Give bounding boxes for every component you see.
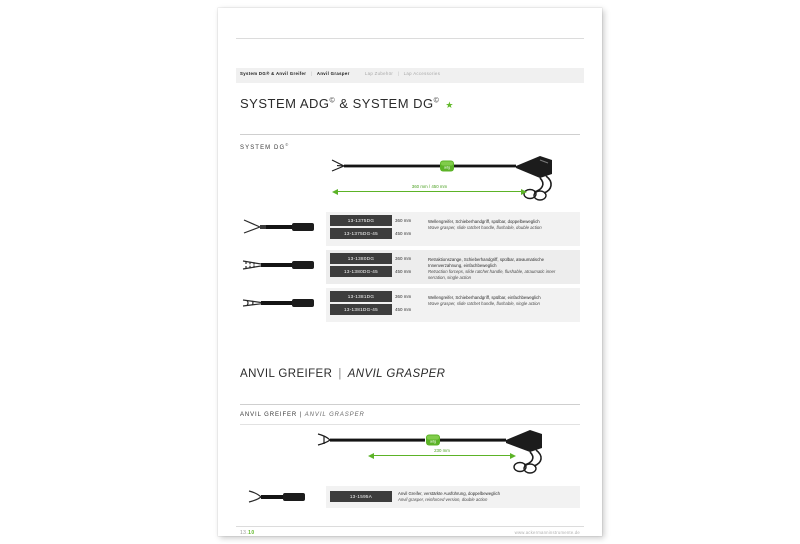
section-label-text: SYSTEM DG [240,145,286,151]
footer-url[interactable]: www.ackermanninstrumente.de [514,530,580,535]
heading-en: ANVIL GRASPER [347,368,446,380]
measure-line [338,191,521,192]
breadcrumb-item-3[interactable]: Lap Accessories [403,71,441,76]
product-length: 360 mm [395,218,412,223]
breadcrumb-separator-2: | [397,71,400,76]
product-length: 450 mm [395,269,412,274]
product-code[interactable]: 13-1380DG [330,253,392,264]
catalog-page [218,8,602,536]
product-code[interactable]: 13-1375DG-45 [330,228,392,239]
length-list [395,253,423,279]
page-title [240,96,454,111]
product-length: 450 mm [395,231,412,236]
product-description [428,257,574,281]
breadcrumb [240,71,440,76]
anvil-jaw-tip [318,434,330,445]
measure-arrow-right-icon [510,453,516,459]
heading-de: ANVIL GREIFER [240,368,333,380]
product-code[interactable]: 13-1375DG [330,215,392,226]
product-code[interactable]: 13-1381DG [330,291,392,302]
table-row[interactable] [240,212,580,246]
product-description [398,491,574,503]
code-list [330,291,392,317]
section-label [240,142,289,151]
description-de: Wellengreifer, Schieberhandgriff, spülbar, doppelbeweglich [428,219,540,224]
product-description [428,219,574,231]
breadcrumb-item-2[interactable]: Lap Zubehör [364,71,394,76]
green-knob [426,435,440,446]
measure-label: 230 mm [422,448,462,453]
product-code[interactable]: 13-1380DG-45 [330,266,392,277]
measure-arrow-right-icon [521,189,527,195]
subsection-label-de: ANVIL GREIFER [240,412,298,418]
title-divider [240,134,580,135]
product-thumbnail [240,214,320,244]
product-description [428,295,574,307]
green-knob [440,161,454,172]
measure-line [374,455,510,456]
svg-text:adg: adg [444,165,450,170]
section-heading-anvil [240,368,445,380]
breadcrumb-item-0[interactable]: System DG® & Anvil Greifer [240,71,307,76]
product-code[interactable]: 13-1595A [330,491,392,502]
product-thumbnail [240,290,320,320]
anvil-measure [368,450,516,462]
product-length: 450 mm [395,307,412,312]
jaw-tip [332,160,344,171]
description-en: Wave grasper, slide ratchet handle, flushable, double action [428,225,542,230]
length-list [395,291,423,317]
star-icon: ★ [445,100,454,110]
table-row[interactable] [240,250,580,284]
footer-divider [236,526,584,527]
description-de: Anvil Greifer, verstärkte Ausführung, doppelbeweglich [398,491,500,496]
table-row[interactable] [240,288,580,322]
description-en: Wave grasper, slide ratchet handle, flushable, single action [428,301,540,306]
subsection-label-en: ANVIL GRASPER [304,412,365,418]
section-divider [240,404,580,405]
code-list [330,253,392,279]
product-thumbnail [240,252,320,282]
page-title-main: SYSTEM ADG [240,96,330,111]
length-list [395,215,423,241]
page-title-sup1: © [329,97,336,105]
product-thumbnail [246,486,324,508]
description-de: Wellengreifer, Schieberhandgriff, spülbar, einfachbeweglich [428,295,541,300]
breadcrumb-separator-1 [351,71,363,76]
page-number-prefix: 13. [240,530,249,536]
breadcrumb-item-1[interactable]: Anvil Grasper [316,71,350,76]
page-number [240,530,255,536]
description-de: Retraktionszange, Schieberhandgriff, spülbar, ateaumatische Innenverzahnung, einfachbeweglich [428,257,545,268]
product-length: 360 mm [395,256,412,261]
heading-separator: | [338,368,342,380]
hero-measure [332,186,527,198]
product-code[interactable]: 13-1381DG-45 [330,304,392,315]
table-row[interactable] [240,486,580,508]
page-number-highlight: 10 [248,530,255,536]
subsection-divider [240,424,580,425]
measure-label: 360 mm / 450 mm [410,184,450,189]
top-divider [236,38,584,39]
variant-table [240,212,580,326]
breadcrumb-separator-0: | [310,71,313,76]
description-en: Anvil grasper, reinforced version, double action [398,497,488,502]
section-label-sup: © [285,142,290,147]
product-length: 360 mm [395,294,412,299]
page-title-mid: & SYSTEM DG [335,96,434,111]
subsection-label [240,412,365,418]
description-en: Retraction forceps, slide ratchet handle, flushable, atraumatic inner serration, single action [428,269,556,280]
subsection-label-sep: | [299,412,303,418]
svg-text:adg: adg [430,439,436,444]
page-title-sup2: © [433,97,440,105]
code-list [330,215,392,241]
